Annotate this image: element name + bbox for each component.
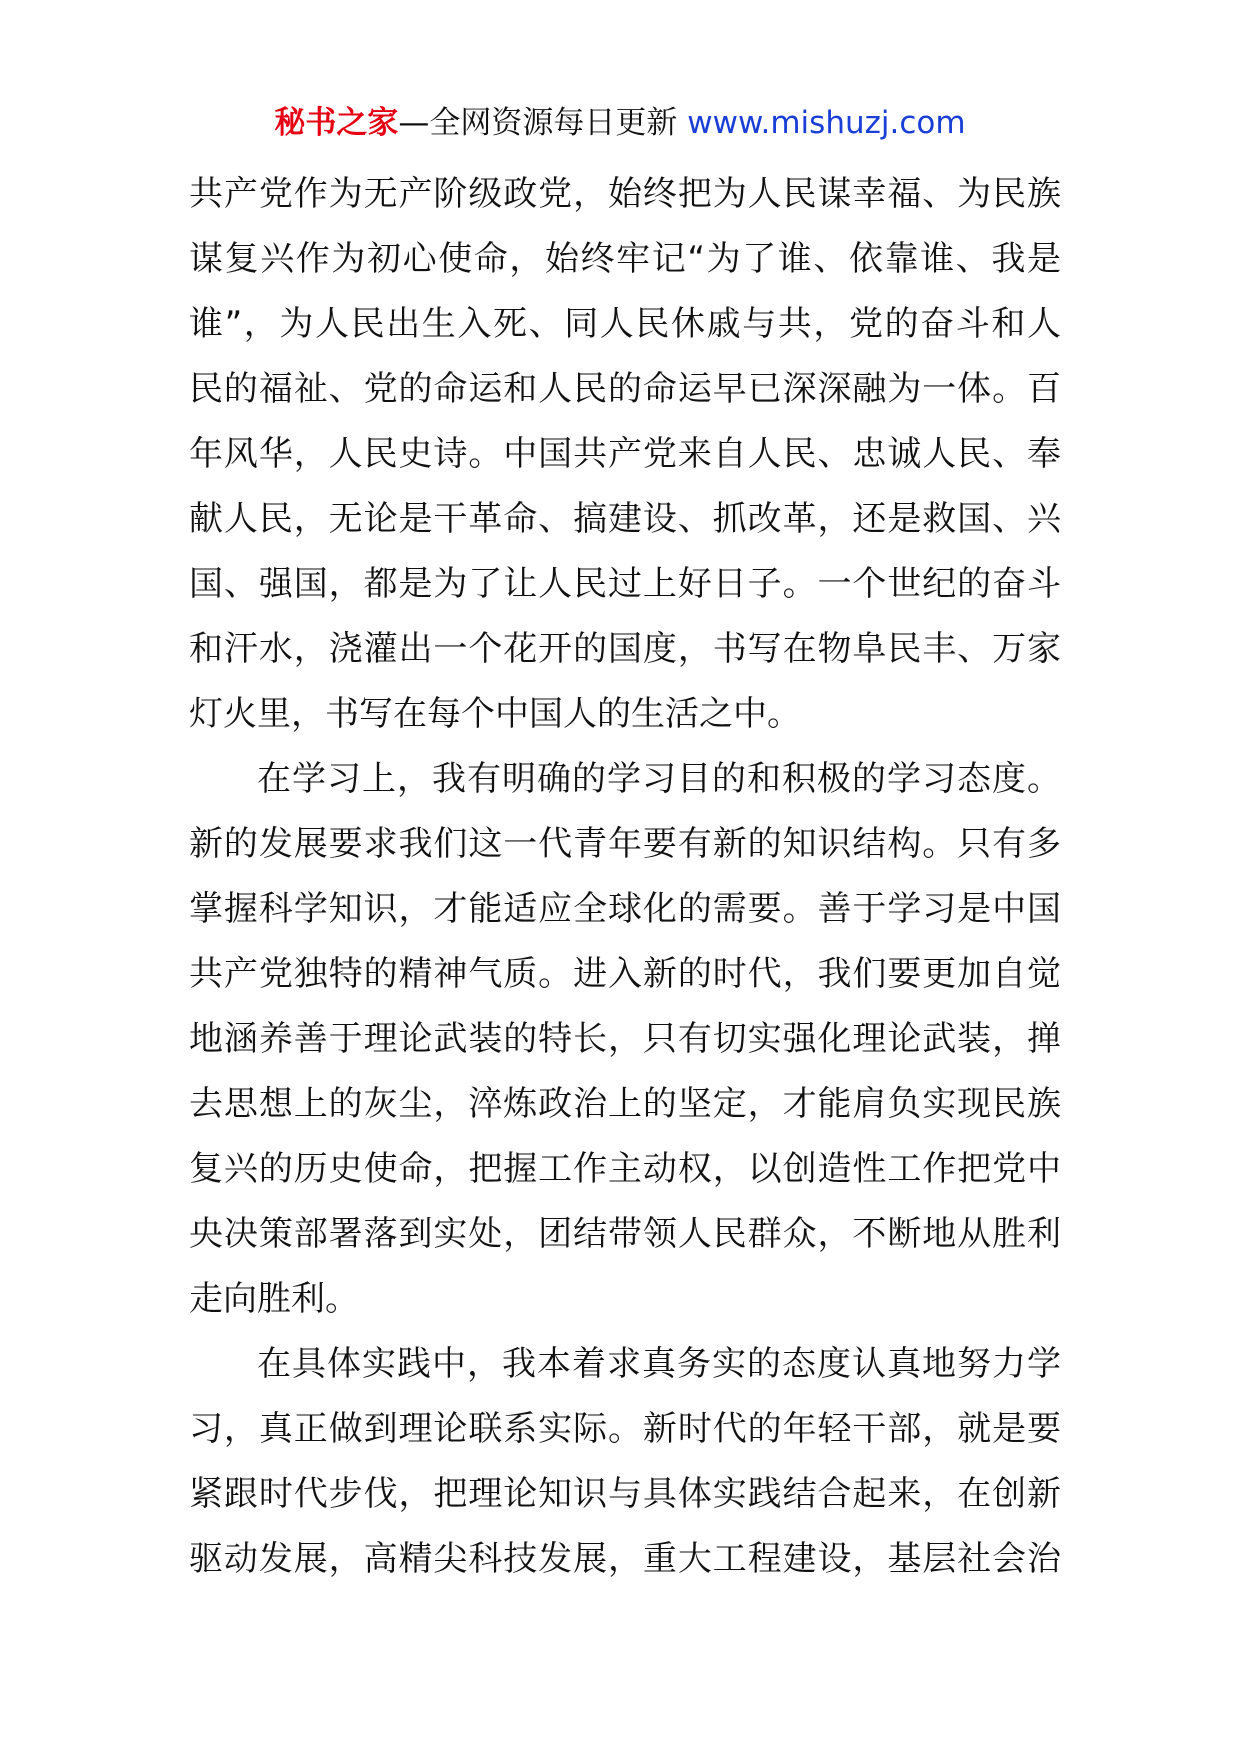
paragraph-2 [189,747,1061,1332]
document-body [189,162,1061,1592]
header-url[interactable]: www.mishuzj.com [687,105,966,141]
text-line: 共产党作为无产阶级政党，始终把为人民谋幸福、为民族 [189,174,1061,214]
text-line: 驱动发展，高精尖科技发展，重大工程建设，基层社会治 [189,1539,1061,1579]
text-line: 复兴的历史使命，把握工作主动权，以创造性工作把党中 [189,1149,1061,1189]
text-line: 谋复兴作为初心使命，始终牢记“为了谁、依靠谁、我是 [189,239,1061,279]
header-tagline: —全网资源每日更新 [398,105,688,141]
text-line: 灯火里，书写在每个中国人的生活之中。 [189,694,801,734]
text-line: 去思想上的灰尘，淬炼政治上的坚定，才能肩负实现民族 [189,1084,1061,1124]
text-line: 新的发展要求我们这一代青年要有新的知识结构。只有多 [189,824,1061,864]
text-line: 走向胜利。 [189,1279,359,1319]
text-line: 在学习上，我有明确的学习目的和积极的学习态度。 [257,759,1061,799]
text-line: 献人民，无论是干革命、搞建设、抓改革，还是救国、兴 [189,499,1061,539]
text-line: 央决策部署落到实处，团结带领人民群众，不断地从胜利 [189,1214,1061,1254]
text-line: 掌握科学知识，才能适应全球化的需要。善于学习是中国 [189,889,1061,929]
header-brand: 秘书之家 [274,105,399,141]
text-line: 地涵养善于理论武装的特长，只有切实强化理论武装，掸 [189,1019,1061,1059]
text-line: 国、强国，都是为了让人民过上好日子。一个世纪的奋斗 [189,564,1061,604]
text-line: 在具体实践中，我本着求真务实的态度认真地努力学 [257,1344,1061,1384]
paragraph-3 [189,1332,1061,1592]
text-line: 习，真正做到理论联系实际。新时代的年轻干部，就是要 [189,1409,1061,1449]
text-line: 共产党独特的精神气质。进入新的时代，我们要更加自觉 [189,954,1061,994]
text-line: 紧跟时代步伐，把理论知识与具体实践结合起来，在创新 [189,1474,1061,1514]
text-line: 民的福祉、党的命运和人民的命运早已深深融为一体。百 [189,369,1061,409]
page-header [0,101,1240,145]
text-line: 年风华，人民史诗。中国共产党来自人民、忠诚人民、奉 [189,434,1061,474]
text-line: 和汗水，浇灌出一个花开的国度，书写在物阜民丰、万家 [189,629,1061,669]
text-line: 谁”，为人民出生入死、同人民休戚与共，党的奋斗和人 [189,304,1061,344]
paragraph-1 [189,162,1061,747]
